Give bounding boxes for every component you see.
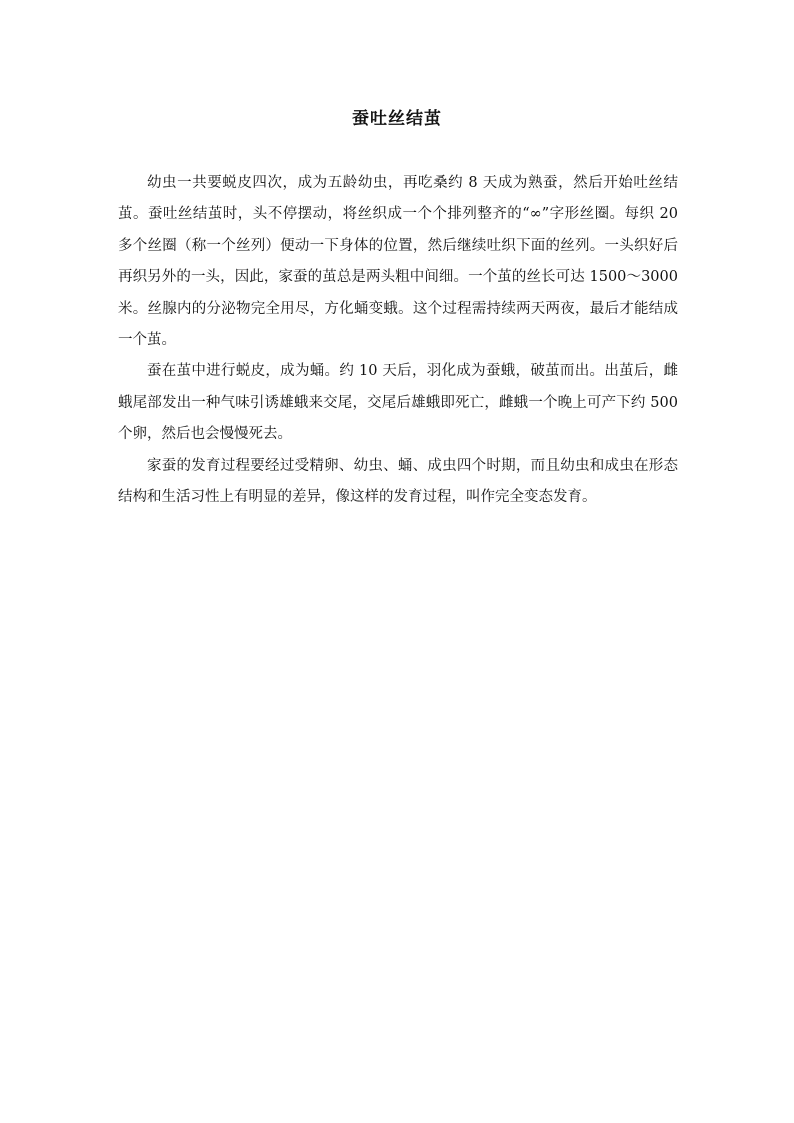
paragraph-1: 幼虫一共要蜕皮四次，成为五龄幼虫，再吃桑约 8 天成为熟蚕，然后开始吐丝结茧。蚕吐丝结茧时，头不停摆动，将丝织成一个个排列整齐的“∞”字形丝圈。每织 20 多个丝圈（称一个丝列）便动一下身体的位置，然后继续吐织下面的丝列。一头织好后再织另外的一头，因此，家蚕的茧总是两头粗中间细。一个茧的丝长可达 1500～3000 米。丝腺内的分泌物完全用尽，方化蛹变蛾。这个过程需持续两天两夜，最后才能结成一个茧。: [118, 175, 678, 349]
document-body: [118, 168, 678, 513]
paragraph-3: 家蚕的发育过程要经过受精卵、幼虫、蛹、成虫四个时期，而且幼虫和成虫在形态结构和生活习性上有明显的差异，像这样的发育过程，叫作完全变态发育。: [118, 457, 678, 506]
document-title: 蚕吐丝结茧: [352, 109, 442, 129]
paragraph-2: 蚕在茧中进行蜕皮，成为蛹。约 10 天后，羽化成为蚕蛾，破茧而出。出茧后，雌蛾尾部发出一种气味引诱雄蛾来交尾，交尾后雄蛾即死亡，雌蛾一个晚上可产下约 500 个卵，然后也会慢慢死去。: [118, 363, 678, 443]
